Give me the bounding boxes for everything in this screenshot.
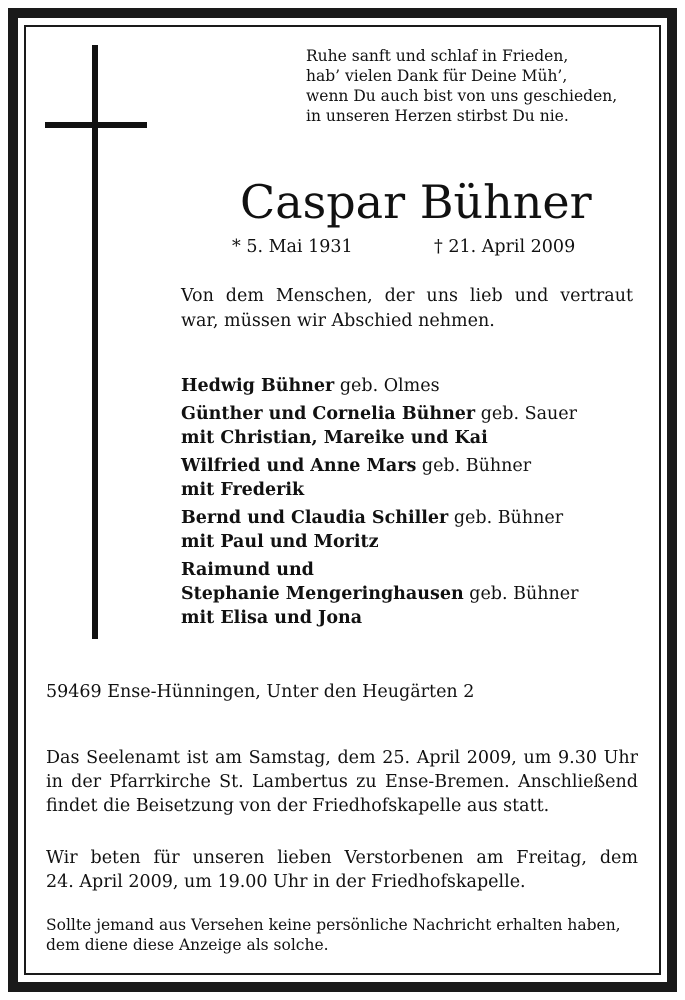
mourner-children <box>181 426 641 450</box>
mourner-entry <box>181 506 641 530</box>
mourner-entry <box>181 582 641 606</box>
birth-date: * 5. Mai 1931 <box>232 237 353 257</box>
requiem-notice <box>46 746 638 818</box>
requiem-line: Das Seelenamt ist am Samstag, dem 25. April 2009, um 9.30 Uhr <box>46 748 638 768</box>
mourner-entry <box>181 374 641 398</box>
mourner-name: Wilfried und Anne Mars <box>181 456 417 476</box>
mourner-maiden-name: geb. Olmes <box>334 376 440 396</box>
poem-line: Ruhe sanft und schlaf in Frieden, <box>306 47 569 65</box>
mourner-entry <box>181 454 641 478</box>
mourner-children-names: mit Paul und Moritz <box>181 532 379 552</box>
intro-text <box>181 284 633 334</box>
cross-icon-crossbar <box>45 122 147 128</box>
prayer-line: 24. April 2009, um 19.00 Uhr in der Friedhofskapelle. <box>46 872 526 892</box>
mourner-entry <box>181 402 641 426</box>
family-list <box>181 374 641 630</box>
mourner-children <box>181 530 641 554</box>
death-date: † 21. April 2009 <box>434 237 576 257</box>
closing-line: Sollte jemand aus Versehen keine persönliche Nachricht erhalten haben, <box>46 916 621 934</box>
life-dates <box>0 234 685 260</box>
intro-line: Von dem Menschen, der uns lieb und vertraut <box>181 286 633 306</box>
cross-icon <box>92 45 98 639</box>
mourner-name: Stephanie Mengeringhausen <box>181 584 464 604</box>
mourner-children <box>181 606 641 630</box>
mourner-name: Raimund und <box>181 560 314 580</box>
mourner-maiden-name: geb. Bühner <box>448 508 564 528</box>
closing-line: dem diene diese Anzeige als solche. <box>46 936 329 954</box>
mourner-maiden-name: geb. Sauer <box>475 404 578 424</box>
requiem-line: findet die Beisetzung von der Friedhofskapelle aus statt. <box>46 796 550 816</box>
prayer-line: Wir beten für unseren lieben Verstorbenen am Freitag, dem <box>46 848 638 868</box>
mourner-maiden-name: geb. Bühner <box>463 584 579 604</box>
prayer-notice <box>46 846 638 894</box>
deceased-name: Caspar Bühner <box>240 175 592 229</box>
mourner-children-names: mit Frederik <box>181 480 305 500</box>
mourner-entry <box>181 558 641 582</box>
mourner-children <box>181 478 641 502</box>
mourner-name: Hedwig Bühner <box>181 376 335 396</box>
poem-line: wenn Du auch bist von uns geschieden, <box>306 87 618 105</box>
intro-line: war, müssen wir Abschied nehmen. <box>181 311 495 331</box>
poem <box>306 46 656 126</box>
closing-note <box>46 915 638 955</box>
poem-line: in unseren Herzen stirbst Du nie. <box>306 107 569 125</box>
mourner-children-names: mit Elisa und Jona <box>181 608 363 628</box>
mourner-name: Bernd und Claudia Schiller <box>181 508 449 528</box>
mourner-maiden-name: geb. Bühner <box>416 456 532 476</box>
mourner-name: Günther und Cornelia Bühner <box>181 404 476 424</box>
poem-line: hab’ vielen Dank für Deine Müh’, <box>306 67 568 85</box>
family-address: 59469 Ense-Hünningen, Unter den Heugärten 2 <box>46 682 475 702</box>
mourner-children-names: mit Christian, Mareike und Kai <box>181 428 488 448</box>
requiem-line: in der Pfarrkirche St. Lambertus zu Ense-Bremen. Anschließend <box>46 772 638 792</box>
